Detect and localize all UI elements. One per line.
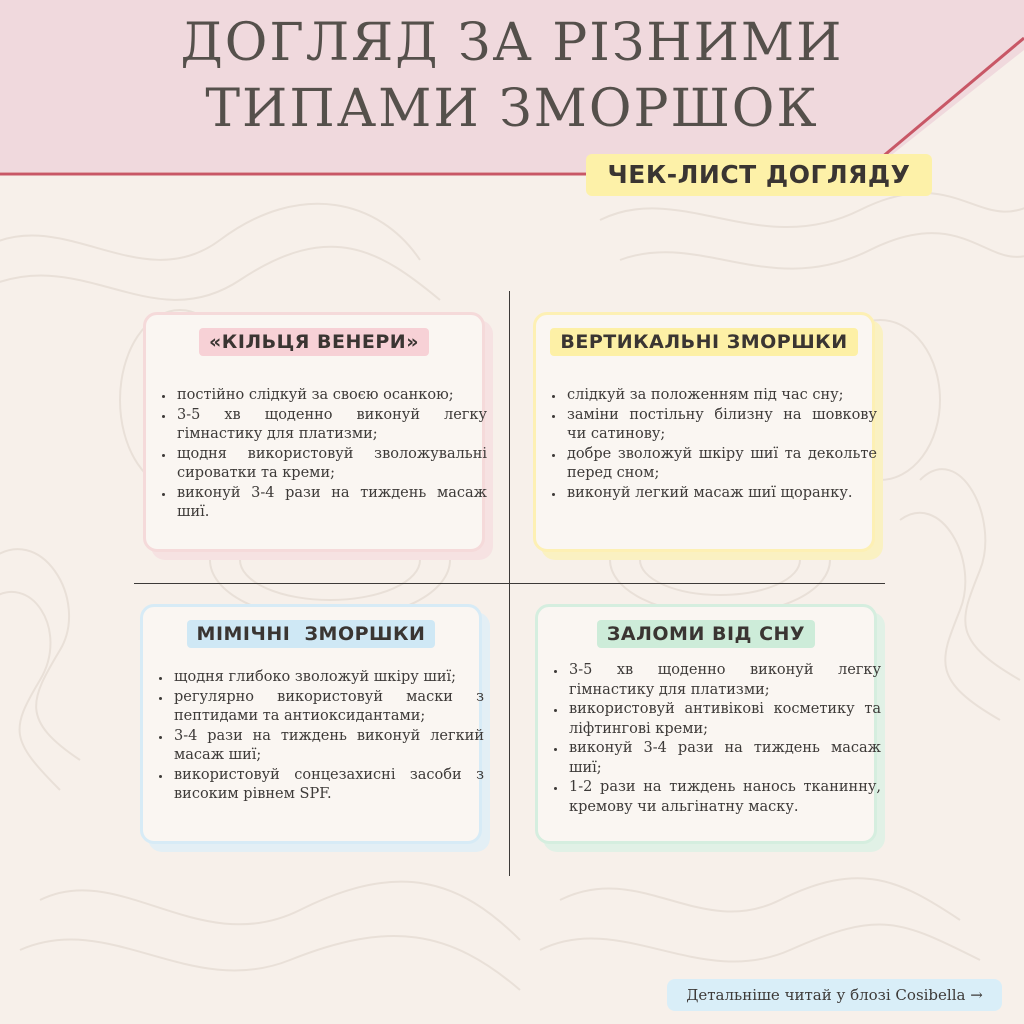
card-heading	[143, 620, 479, 648]
blog-link[interactable]: Детальніше читай у блозі Cosibella →	[667, 979, 1002, 1011]
tip-item: • регулярно використовуй маски з пептидами та антиоксидантами;	[172, 688, 484, 727]
card-venus-rings	[143, 312, 485, 552]
tip-item: • виконуй легкий масаж шиї щоранку.	[565, 484, 877, 504]
tips-list	[553, 661, 881, 817]
title-line-1: ДОГЛЯД ЗА РІЗНИМИ	[180, 13, 844, 73]
card-heading	[536, 328, 872, 356]
card-title: ЗАЛОМИ ВІД СНУ	[597, 620, 815, 648]
title-line-2: ТИПАМИ ЗМОРШОК	[205, 79, 819, 139]
checklist-subtitle: ЧЕК-ЛИСТ ДОГЛЯДУ	[586, 154, 932, 196]
page-title	[0, 10, 1024, 142]
card-heading	[538, 620, 874, 648]
tip-item: • 1-2 рази на тиждень нанось тканинну, кремову чи альгінатну маску.	[567, 778, 881, 817]
tips-list	[161, 386, 487, 523]
card-title: МІМІЧНІ ЗМОРШКИ	[187, 620, 436, 648]
tip-item: • добре зволожуй шкіру шиї та декольте перед сном;	[565, 445, 877, 484]
card-heading	[146, 328, 482, 356]
card-title: ВЕРТИКАЛЬНІ ЗМОРШКИ	[550, 328, 857, 356]
tips-list	[158, 668, 484, 805]
tip-item: • використовуй сонцезахисні засоби з високим рівнем SPF.	[172, 766, 484, 805]
tip-item: • постійно слідкуй за своєю осанкою;	[175, 386, 487, 406]
card-vertical-wrinkles	[533, 312, 875, 552]
tip-item: • виконуй 3-4 рази на тиждень масаж шиї.	[175, 484, 487, 523]
card-title: «КІЛЬЦЯ ВЕНЕРИ»	[199, 328, 429, 356]
tip-item: • щодня глибоко зволожуй шкіру шиї;	[172, 668, 484, 688]
tip-item: • виконуй 3-4 рази на тиждень масаж шиї;	[567, 739, 881, 778]
card-mimic-wrinkles	[140, 604, 482, 844]
horizontal-divider	[134, 583, 885, 584]
card-sleep-creases	[535, 604, 881, 844]
tip-item: • щодня використовуй зволожувальні сироватки та креми;	[175, 445, 487, 484]
tip-item: • використовуй антивікові косметику та ліфтингові креми;	[567, 700, 881, 739]
tip-item: • 3-4 рази на тиждень виконуй легкий масаж шиї;	[172, 727, 484, 766]
tip-item: • 3-5 хв щоденно виконуй легку гімнастику для платизми;	[567, 661, 881, 700]
tips-list	[551, 386, 877, 503]
tip-item: • слідкуй за положенням під час сну;	[565, 386, 877, 406]
tip-item: • заміни постільну білизну на шовкову чи сатинову;	[565, 406, 877, 445]
tip-item: • 3-5 хв щоденно виконуй легку гімнастику для платизми;	[175, 406, 487, 445]
